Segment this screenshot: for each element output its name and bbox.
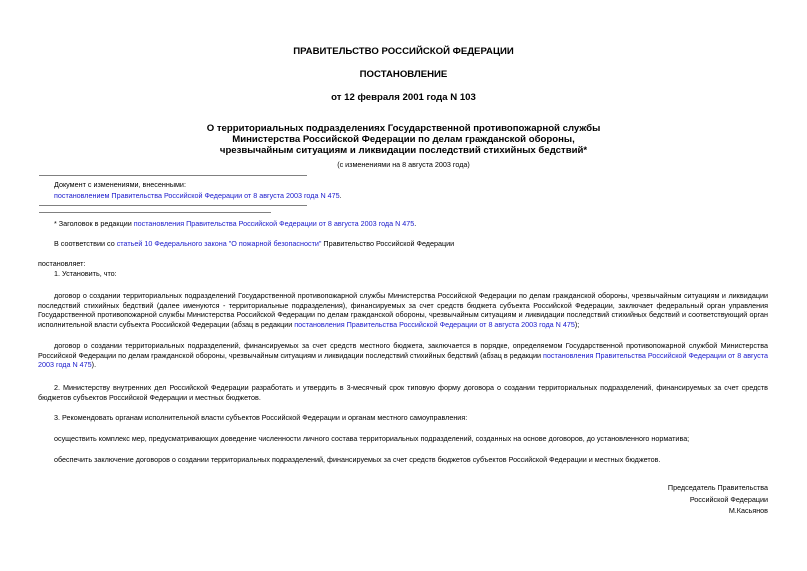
document-title-line-2: Министерства Российской Федерации по делам гражданской обороны, — [232, 134, 575, 145]
changes-top-rule — [39, 175, 307, 176]
paragraph-item-2: 2. Министерству внутренних дел Российской Федерации разработать и утвердить в 3-месячный срок типовую форму договора о создании территориальных подразделений, финансируемых за счет средств бюджетов субъектов Российской Федерации и местных бюджетов. — [38, 383, 768, 402]
paragraph-item-3: 3. Рекомендовать органам исполнительной власти субъектов Российской Федерации и органам местного самоуправления: — [54, 413, 468, 422]
item-1-label: 1. Установить, что: — [54, 269, 117, 278]
amendment-link[interactable]: постановлением Правительства Российской Федерации от 8 августа 2003 года N 475 — [54, 191, 340, 200]
fire-safety-law-link[interactable]: статьей 10 Федерального закона "О пожарной безопасности" — [116, 239, 322, 248]
changes-bottom-rule — [39, 205, 307, 206]
document-title-line-1: О территориальных подразделениях Государственной противопожарной службы — [206, 123, 601, 134]
signature-position: Председатель Правительства — [667, 483, 768, 492]
signature-organization: Российской Федерации — [689, 494, 768, 504]
document-date-number: от 12 февраля 2001 года N 103 — [331, 92, 476, 103]
paragraph-measures: осуществить комплекс мер, предусматривающих доведение численности личного состава территориальных подразделений, созданных на основе договоров, до установленного норматива; — [54, 434, 690, 443]
preamble: В соответствии со статьей 10 Федерального закона "О пожарной безопасности" Правительство Российской Федерации — [54, 239, 455, 248]
document-type: ПОСТАНОВЛЕНИЕ — [359, 69, 448, 80]
paragraph-1-link[interactable]: постановления Правительства Российской Федерации от 8 августа 2003 года N 475 — [294, 320, 575, 330]
signature-block — [568, 482, 768, 517]
footnote-link[interactable]: постановления Правительства Российской Федерации от 8 августа 2003 года N 475 — [133, 219, 415, 228]
paragraph-1: договор о создании территориальных подразделений Государственной противопожарной службы Министерства Российской Федерации по делам гражданской обороны, чрезвычайным ситуациям и ликвидации последствий стихийных бедствий (далее именуются - территориальные подразделения), финансируемых за счет средств бюджета субъекта Российской Федерации, заключает федеральный орган управления Государственной противопожарной службы Министерства Российской Федерации по делам гражданской обороны, чрезвычайным ситуациям и ликвидации последствий стихийных бедствий и соответствующий орган исполнительной власти субъекта Российской Федерации (абзац в редакции постановления Правительства Российской Федерации от 8 августа 2003 года N 475); — [38, 291, 768, 330]
changes-line: постановлением Правительства Российской Федерации от 8 августа 2003 года N 475. — [54, 191, 342, 200]
decree-word: постановляет: — [38, 259, 86, 268]
signature-name: М.Касьянов — [728, 506, 768, 515]
paragraph-contracts: обеспечить заключение договоров о создании территориальных подразделений, финансируемых за счет средств бюджетов субъектов Российской Федерации и местных бюджетов. — [54, 455, 661, 464]
edition-note: (с изменениями на 8 августа 2003 года) — [337, 160, 470, 169]
title-footnote: * Заголовок в редакции постановления Правительства Российской Федерации от 8 августа 2003 года N 475. — [54, 219, 417, 228]
changes-label: Документ с изменениями, внесенными: — [54, 180, 186, 189]
document-title-line-3: чрезвычайным ситуациям и ликвидации последствий стихийных бедствий* — [219, 145, 588, 156]
government-heading: ПРАВИТЕЛЬСТВО РОССИЙСКОЙ ФЕДЕРАЦИИ — [293, 46, 514, 57]
footnote-separator — [39, 212, 271, 213]
paragraph-2-link[interactable]: постановления Правительства Российской Федерации от 8 августа 2003 года N 475 — [38, 350, 768, 370]
paragraph-2: договор о создании территориальных подразделений, финансируемых за счет средств местного бюджета, заключается в порядке, определяемом Государственной противопожарной службой Министерства Российской Федерации по делам гражданской обороны, чрезвычайным ситуациям и ликвидации последствий стихийных бедствий (абзац в редакции постановления Правительства Российской Федерации от 8 августа 2003 года N 475). — [38, 341, 768, 370]
